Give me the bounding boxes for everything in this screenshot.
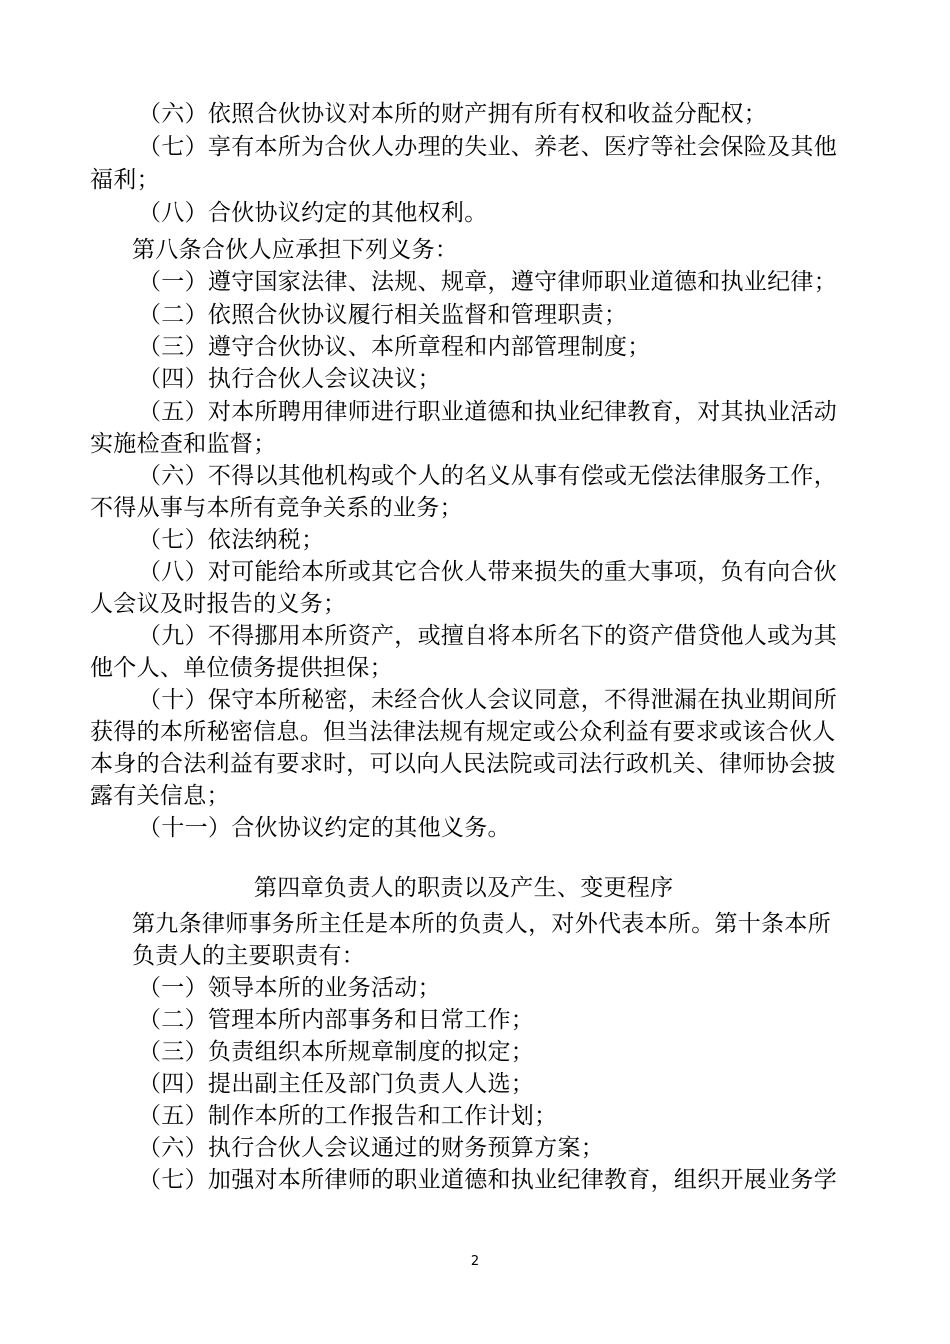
text-line: （五）制作本所的工作报告和工作计划； — [138, 1103, 558, 1129]
text-line: 福利； — [90, 167, 160, 193]
text-line: （三）遵守合伙协议、本所章程和内部管理制度； — [138, 334, 651, 360]
text-line: 负责人的主要职责有： — [132, 943, 365, 969]
text-line: （一）遵守国家法律、法规、规章，遵守律师职业道德和执业纪律； — [138, 269, 837, 295]
article-heading: 第八条合伙人应承担下列义务： — [132, 237, 459, 263]
text-line: （五）对本所聘用律师进行职业道德和执业纪律教育，对其执业活动 — [138, 399, 837, 425]
text-line: （六）依照合伙协议对本所的财产拥有所有权和收益分配权； — [138, 101, 768, 127]
text-line: （六）不得以其他机构或个人的名义从事有偿或无偿法律服务工作， — [138, 463, 837, 489]
text-line: 获得的本所秘密信息。但当法律法规有规定或公众利益有要求或该合伙人 — [90, 719, 836, 745]
text-line: （八）合伙协议约定的其他权利。 — [138, 200, 488, 226]
text-line: （十一）合伙协议约定的其他义务。 — [138, 815, 511, 841]
text-line: （七）加强对本所律师的职业道德和执业纪律教育，组织开展业务学 — [138, 1167, 837, 1193]
text-line: （三）负责组织本所规章制度的拟定； — [138, 1039, 535, 1065]
text-line: （二）管理本所内部事务和日常工作； — [138, 1007, 535, 1033]
chapter-heading: 第四章负责人的职责以及产生、变更程序 — [254, 875, 674, 901]
text-line: 人会议及时报告的义务； — [90, 591, 347, 617]
text-line: （九）不得挪用本所资产，或擅自将本所名下的资产借贷他人或为其 — [138, 623, 837, 649]
text-line: 他个人、单位债务提供担保； — [90, 655, 393, 681]
text-line: （四）提出副主任及部门负责人人选； — [138, 1071, 535, 1097]
text-line: （一）领导本所的业务活动； — [138, 975, 441, 1001]
page-number: 2 — [470, 1254, 480, 1269]
text-line: （七）享有本所为合伙人办理的失业、养老、医疗等社会保险及其他 — [138, 134, 837, 160]
text-line: 实施检查和监督； — [90, 431, 277, 457]
text-line: 第九条律师事务所主任是本所的负责人，对外代表本所。第十条本所 — [132, 911, 831, 937]
text-line: 不得从事与本所有竞争关系的业务； — [90, 495, 463, 521]
text-line: （十）保守本所秘密，未经合伙人会议同意，不得泄漏在执业期间所 — [138, 687, 837, 713]
text-line: 露有关信息； — [90, 783, 230, 809]
text-line: （八）对可能给本所或其它合伙人带来损失的重大事项，负有向合伙 — [138, 559, 837, 585]
text-line: 本身的合法利益有要求时，可以向人民法院或司法行政机关、律师协会披 — [90, 751, 836, 777]
text-line: （四）执行合伙人会议决议； — [138, 366, 441, 392]
text-line: （七）依法纳税； — [138, 527, 325, 553]
text-line: （六）执行合伙人会议通过的财务预算方案； — [138, 1135, 604, 1161]
text-line: （二）依照合伙协议履行相关监督和管理职责； — [138, 302, 628, 328]
